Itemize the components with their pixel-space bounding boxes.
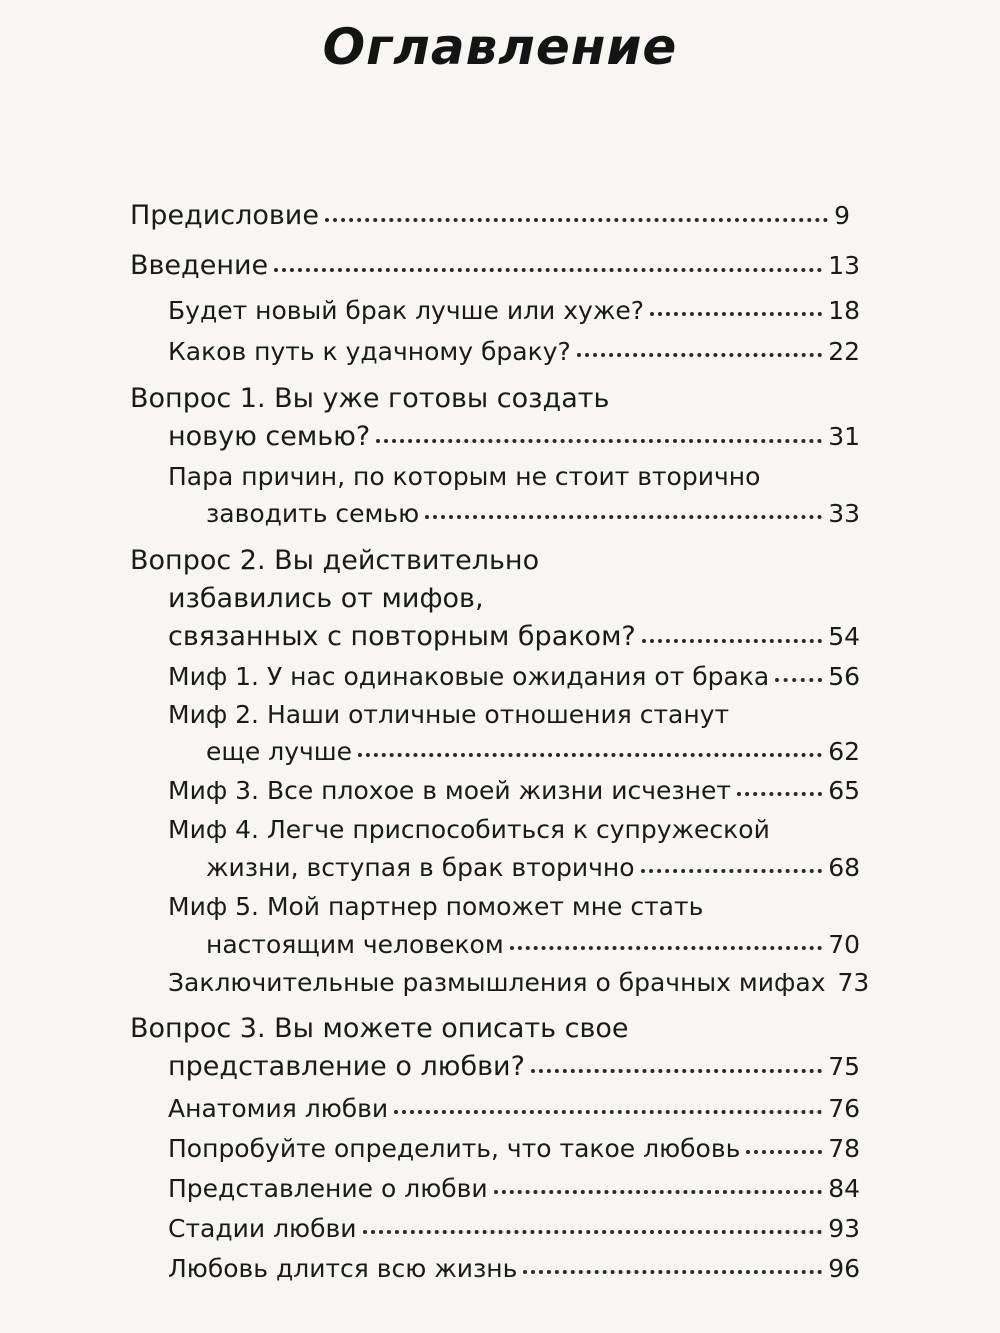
toc-entry-title: еще лучше bbox=[206, 737, 353, 766]
toc-entry-page: 68 bbox=[828, 853, 860, 882]
toc-entry-stages[interactable] bbox=[168, 1214, 860, 1243]
toc-entry-title: Анатомия любви bbox=[168, 1094, 389, 1123]
toc-entry-question-3-line: Вопрос 3. Вы можете описать свое bbox=[130, 1013, 629, 1044]
toc-entry-reasons[interactable] bbox=[206, 499, 860, 528]
leader-dots bbox=[494, 1190, 823, 1194]
toc-entry-page: 56 bbox=[828, 662, 860, 691]
toc-entry-title: новую семью? bbox=[168, 421, 371, 452]
toc-entry-page: 96 bbox=[828, 1254, 860, 1283]
toc-entry-page: 84 bbox=[828, 1174, 860, 1203]
toc-entry-title: Предисловие bbox=[130, 200, 319, 231]
toc-entry-page: 70 bbox=[828, 930, 860, 959]
toc-entry-lifelong-love[interactable] bbox=[168, 1254, 860, 1283]
leader-dots bbox=[376, 439, 822, 443]
leader-dots bbox=[650, 312, 822, 316]
toc-entry-title: связанных с повторным браком? bbox=[168, 621, 636, 652]
toc-entry-title: заводить семью bbox=[206, 499, 420, 528]
toc-entry-page: 54 bbox=[828, 622, 860, 651]
toc-entry-question-3[interactable] bbox=[168, 1051, 860, 1082]
toc-entry-define-love[interactable] bbox=[168, 1134, 860, 1163]
toc-entry-page: 73 bbox=[837, 968, 870, 997]
toc-entry-title: Любовь длится всю жизнь bbox=[168, 1254, 518, 1283]
toc-entry-question-1[interactable] bbox=[168, 421, 860, 452]
toc-entry-myth-5-line: Миф 5. Мой партнер поможет мне стать bbox=[168, 892, 704, 921]
toc-entry-title: Миф 3. Все плохое в моей жизни исчезнет bbox=[168, 776, 731, 805]
toc-entry-introduction[interactable] bbox=[130, 250, 860, 281]
leader-dots bbox=[325, 218, 828, 222]
toc-entry-idea-of-love[interactable] bbox=[168, 1174, 860, 1203]
page-title: Оглавление bbox=[322, 18, 678, 76]
toc-entry-title: Стадии любви bbox=[168, 1214, 357, 1243]
toc-entry-path[interactable] bbox=[168, 337, 860, 366]
toc-entry-page: 33 bbox=[828, 499, 860, 528]
toc-entry-page: 13 bbox=[828, 251, 860, 280]
toc-entry-question-2-line-2: избавились от мифов, bbox=[168, 583, 484, 614]
leader-dots bbox=[363, 1230, 823, 1234]
leader-dots bbox=[642, 639, 822, 643]
toc-entry-question-2-line-1: Вопрос 2. Вы действительно bbox=[130, 545, 540, 576]
toc-entry-title: жизни, вступая в брак вторично bbox=[206, 853, 635, 882]
toc-entry-title: настоящим человеком bbox=[206, 930, 504, 959]
leader-dots bbox=[425, 515, 822, 519]
toc-entry-anatomy[interactable] bbox=[168, 1094, 860, 1123]
toc-entry-title: Попробуйте определить, что такое любовь bbox=[168, 1134, 741, 1163]
leader-dots bbox=[641, 869, 823, 873]
toc-entry-page: 65 bbox=[828, 776, 860, 805]
toc-entry-myth-1[interactable] bbox=[168, 662, 860, 691]
toc-entry-title: Заключительные размышления о брачных мифах bbox=[168, 968, 826, 997]
toc-entry-page: 78 bbox=[828, 1134, 860, 1163]
toc-entry-title: Представление о любви bbox=[168, 1174, 488, 1203]
toc-entry-page: 76 bbox=[828, 1094, 860, 1123]
leader-dots bbox=[523, 1270, 822, 1274]
toc-entry-myth-4-line: Миф 4. Легче приспособиться к супружеской bbox=[168, 815, 770, 844]
toc-entry-page: 9 bbox=[834, 201, 850, 230]
toc-entry-page: 75 bbox=[828, 1052, 860, 1081]
toc-entry-title: представление о любви? bbox=[168, 1051, 525, 1082]
leader-dots bbox=[746, 1150, 822, 1154]
toc-entry-question-2[interactable] bbox=[168, 621, 860, 652]
leader-dots bbox=[358, 753, 822, 757]
toc-entry-page: 31 bbox=[828, 422, 860, 451]
toc-entry-title: Миф 1. У нас одинаковые ожидания от брака bbox=[168, 662, 770, 691]
leader-dots bbox=[510, 946, 822, 950]
leader-dots bbox=[531, 1069, 822, 1073]
toc-entry-reasons-line: Пара причин, по которым не стоит вторично bbox=[168, 462, 761, 491]
leader-dots bbox=[577, 353, 822, 357]
toc-entry-page: 93 bbox=[828, 1214, 860, 1243]
toc-entry-page: 18 bbox=[828, 296, 860, 325]
leader-dots bbox=[775, 678, 822, 682]
toc-entry-myth-5[interactable] bbox=[206, 930, 860, 959]
toc-entry-title: Будет новый брак лучше или хуже? bbox=[168, 296, 645, 325]
toc-entry-final-thoughts[interactable] bbox=[168, 968, 870, 997]
toc-entry-preface[interactable] bbox=[130, 200, 850, 231]
toc-entry-title: Введение bbox=[130, 250, 269, 281]
toc-entry-myth-2[interactable] bbox=[206, 737, 860, 766]
leader-dots bbox=[737, 792, 822, 796]
toc-entry-myth-3[interactable] bbox=[168, 776, 860, 805]
toc-entry-new-marriage[interactable] bbox=[168, 296, 860, 325]
toc-entry-page: 62 bbox=[828, 737, 860, 766]
leader-dots bbox=[394, 1110, 822, 1114]
toc-entry-question-1-line: Вопрос 1. Вы уже готовы создать bbox=[130, 383, 610, 414]
toc-entry-page: 22 bbox=[828, 337, 860, 366]
toc-entry-title: Каков путь к удачному браку? bbox=[168, 337, 571, 366]
toc-entry-myth-2-line: Миф 2. Наши отличные отношения станут bbox=[168, 700, 730, 729]
toc-entry-myth-4[interactable] bbox=[206, 853, 860, 882]
leader-dots bbox=[274, 268, 822, 272]
